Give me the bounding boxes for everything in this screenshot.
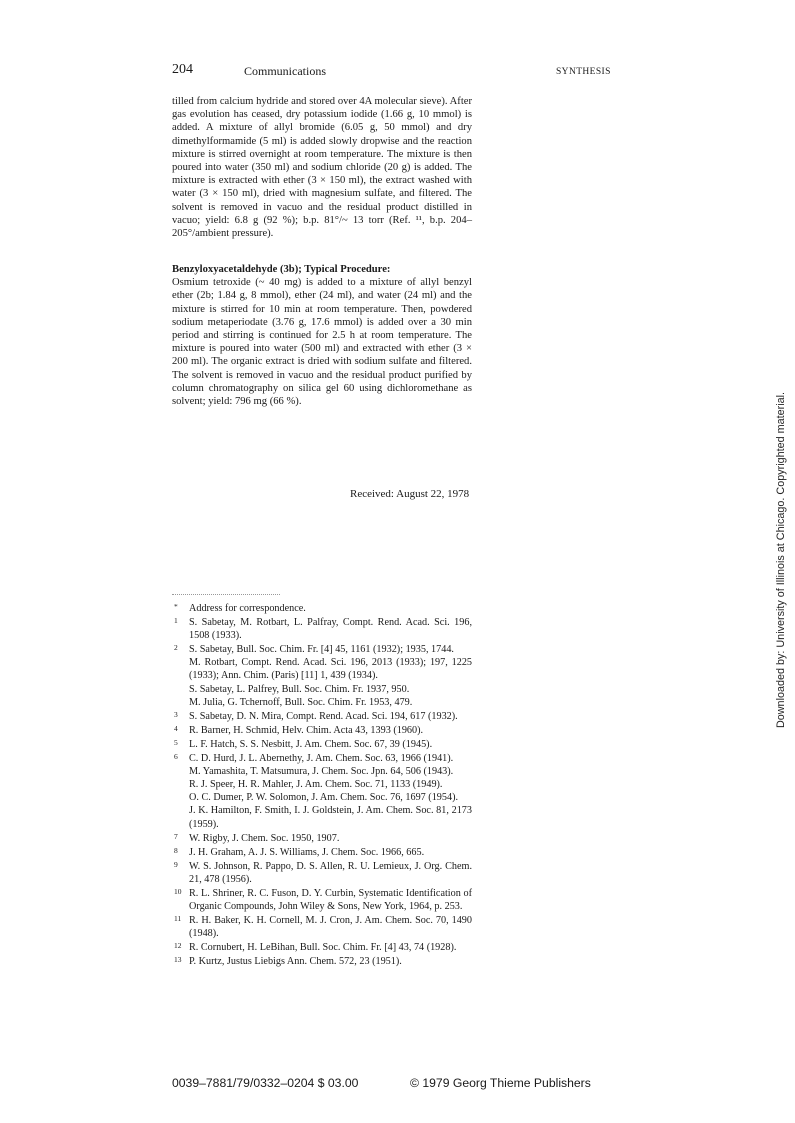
footnote-reference: S. Sabetay, D. N. Mira, Compt. Rend. Acad. Sci. 194, 617 (1932). bbox=[189, 710, 458, 722]
footnote-item bbox=[172, 941, 472, 954]
running-section-title: Communications bbox=[244, 64, 326, 78]
footnote-reference: S. Sabetay, L. Palfrey, Bull. Soc. Chim. Fr. 1937, 950. bbox=[189, 683, 410, 695]
footnote-marker: 10 bbox=[174, 886, 182, 896]
footnote-marker: 3 bbox=[174, 709, 178, 719]
footnote-item bbox=[172, 860, 472, 886]
footnote-reference: C. D. Hurd, J. L. Abernethy, J. Am. Chem. Soc. 63, 1966 (1941). bbox=[189, 753, 454, 765]
footnote-reference: Address for correspondence. bbox=[189, 603, 306, 614]
footnote-marker: 5 bbox=[174, 737, 178, 747]
page-number: 204 bbox=[172, 62, 193, 77]
footnote-marker: 7 bbox=[174, 831, 178, 841]
procedure-section bbox=[172, 263, 472, 408]
footnote-item bbox=[172, 616, 472, 642]
footnote-reference: M. Julia, G. Tchernoff, Bull. Soc. Chim. Fr. 1953, 479. bbox=[189, 696, 413, 708]
footnote-marker: 1 bbox=[174, 616, 178, 626]
footnote-divider bbox=[172, 594, 280, 595]
received-date: Received: August 22, 1978 bbox=[350, 488, 470, 500]
footnote-reference: R. Barner, H. Schmid, Helv. Chim. Acta 43, 1393 (1960). bbox=[189, 724, 424, 736]
journal-name: SYNTHESIS bbox=[556, 67, 611, 77]
footnote-marker: 9 bbox=[174, 859, 178, 869]
footnote-reference: W. Rigby, J. Chem. Soc. 1950, 1907. bbox=[189, 832, 340, 844]
footnote-item bbox=[172, 914, 472, 940]
footnote-marker: 12 bbox=[174, 941, 182, 951]
footnote-marker: * bbox=[174, 602, 178, 611]
footnote-marker: 8 bbox=[174, 845, 178, 855]
footnote-marker: 6 bbox=[174, 752, 178, 762]
footnote-reference: M. Rotbart, Compt. Rend. Acad. Sci. 196, 2013 (1933); 197, 1225 (1933); Ann. Chim. (Paris) [11] 1, 439 (1934). bbox=[189, 657, 472, 682]
footnote-item bbox=[172, 710, 472, 723]
footnote-reference: J. K. Hamilton, F. Smith, I. J. Goldstein, J. Am. Chem. Soc. 81, 2173 (1959). bbox=[189, 805, 472, 830]
footnote-item bbox=[172, 602, 472, 615]
procedure-heading: Benzyloxyacetaldehyde (3b); Typical Procedure: bbox=[172, 264, 391, 275]
footnote-item bbox=[172, 752, 472, 831]
footnote-marker: 2 bbox=[174, 643, 178, 653]
footnote-reference: R. L. Shriner, R. C. Fuson, D. Y. Curbin, Systematic Identification of Organic Compounds, John Wiley & Sons, New York, 1964, p. 253. bbox=[189, 887, 472, 913]
footnote-item bbox=[172, 832, 472, 845]
footnote-marker: 11 bbox=[174, 914, 182, 924]
footnote-reference: R. H. Baker, K. H. Cornell, M. J. Cron, J. Am. Chem. Soc. 70, 1490 (1948). bbox=[189, 915, 472, 940]
footnote-reference: S. Sabetay, M. Rotbart, L. Palfray, Compt. Rend. Acad. Sci. 196, 1508 (1933). bbox=[189, 617, 472, 642]
footnote-reference: O. C. Dumer, P. W. Solomon, J. Am. Chem. Soc. 76, 1697 (1954). bbox=[189, 792, 459, 804]
footnote-reference: M. Yamashita, T. Matsumura, J. Chem. Soc. Jpn. 64, 506 (1943). bbox=[189, 766, 454, 778]
footnote-item bbox=[172, 643, 472, 708]
footnote-reference: P. Kurtz, Justus Liebigs Ann. Chem. 572, 23 (1951). bbox=[189, 956, 402, 968]
footnote-item bbox=[172, 846, 472, 859]
footnote-item bbox=[172, 955, 472, 968]
footnote-reference: R. J. Speer, H. R. Mahler, J. Am. Chem. Soc. 71, 1133 (1949). bbox=[189, 779, 443, 791]
paragraph-procedure: Osmium tetroxide (~ 40 mg) is added to a mixture of allyl benzyl ether (2b; 1.84 g, 8 mmol), ether (24 ml), and water (24 ml) and the mixture is stirred for 10 min at room temperature. Then, powdered sodium metaperiodate (3.76 g, 17.6 mmol) is added over a 30 min period and stirring is continued for 2.5 h at room temperature. The mixture is poured into water (500 ml) and extracted with ether (3 × 200 ml). The organic extract is dried with sodium sulfate and filtered. The solvent is removed in vacuo and the residual product purified by column chromatography on silica gel 60 using dichloromethane as solvent; yield: 796 mg (66 %). bbox=[172, 277, 472, 408]
article-code: 0039–7881/79/0332–0204 $ 03.00 bbox=[172, 1076, 359, 1090]
copyright-notice: © 1979 Georg Thieme Publishers bbox=[410, 1076, 591, 1090]
footnote-item bbox=[172, 724, 472, 737]
footnote-reference: W. S. Johnson, R. Pappo, D. S. Allen, R. U. Lemieux, J. Org. Chem. 21, 478 (1956). bbox=[189, 860, 472, 885]
footnote-reference: J. H. Graham, A. J. S. Williams, J. Chem. Soc. 1966, 665. bbox=[189, 846, 425, 858]
download-watermark: Downloaded by: University of Illinois at Chicago. Copyrighted material. bbox=[775, 391, 787, 729]
footnote-reference: R. Cornubert, H. LeBihan, Bull. Soc. Chim. Fr. [4] 43, 74 (1928). bbox=[189, 942, 457, 954]
footnotes-list bbox=[172, 602, 472, 970]
footnote-marker: 13 bbox=[174, 955, 182, 965]
footnote-reference: L. F. Hatch, S. S. Nesbitt, J. Am. Chem. Soc. 67, 39 (1945). bbox=[189, 738, 433, 750]
footnote-marker: 4 bbox=[174, 723, 178, 733]
footnote-reference: S. Sabetay, Bull. Soc. Chim. Fr. [4] 45, 1161 (1932); 1935, 1744. bbox=[189, 644, 454, 656]
paragraph-experimental-1: tilled from calcium hydride and stored over 4A molecular sieve). After gas evolution has ceased, dry potassium iodide (1.66 g, 10 mmol) is added. A mixture of allyl bromide (6.05 g, 50 mmol) and dry dimethylformamide (5 ml) is added slowly dropwise and the reaction mixture is stirred overnight at room temperature. The mixture is then poured into water (350 ml) and sodium chloride (20 g) is added. The mixture is extracted with ether (3 × 150 ml), the extract washed with water (3 × 150 ml), dried with magnesium sulfate, and filtered. The solvent is removed in vacuo and the residual product distilled in vacuo; yield: 6.8 g (92 %); b.p. 81°/~ 13 torr (Ref. ¹¹, b.p. 204–205°/ambient pressure). bbox=[172, 96, 472, 240]
body-text-top bbox=[172, 95, 472, 240]
footnote-item bbox=[172, 887, 472, 913]
footnote-item bbox=[172, 738, 472, 751]
